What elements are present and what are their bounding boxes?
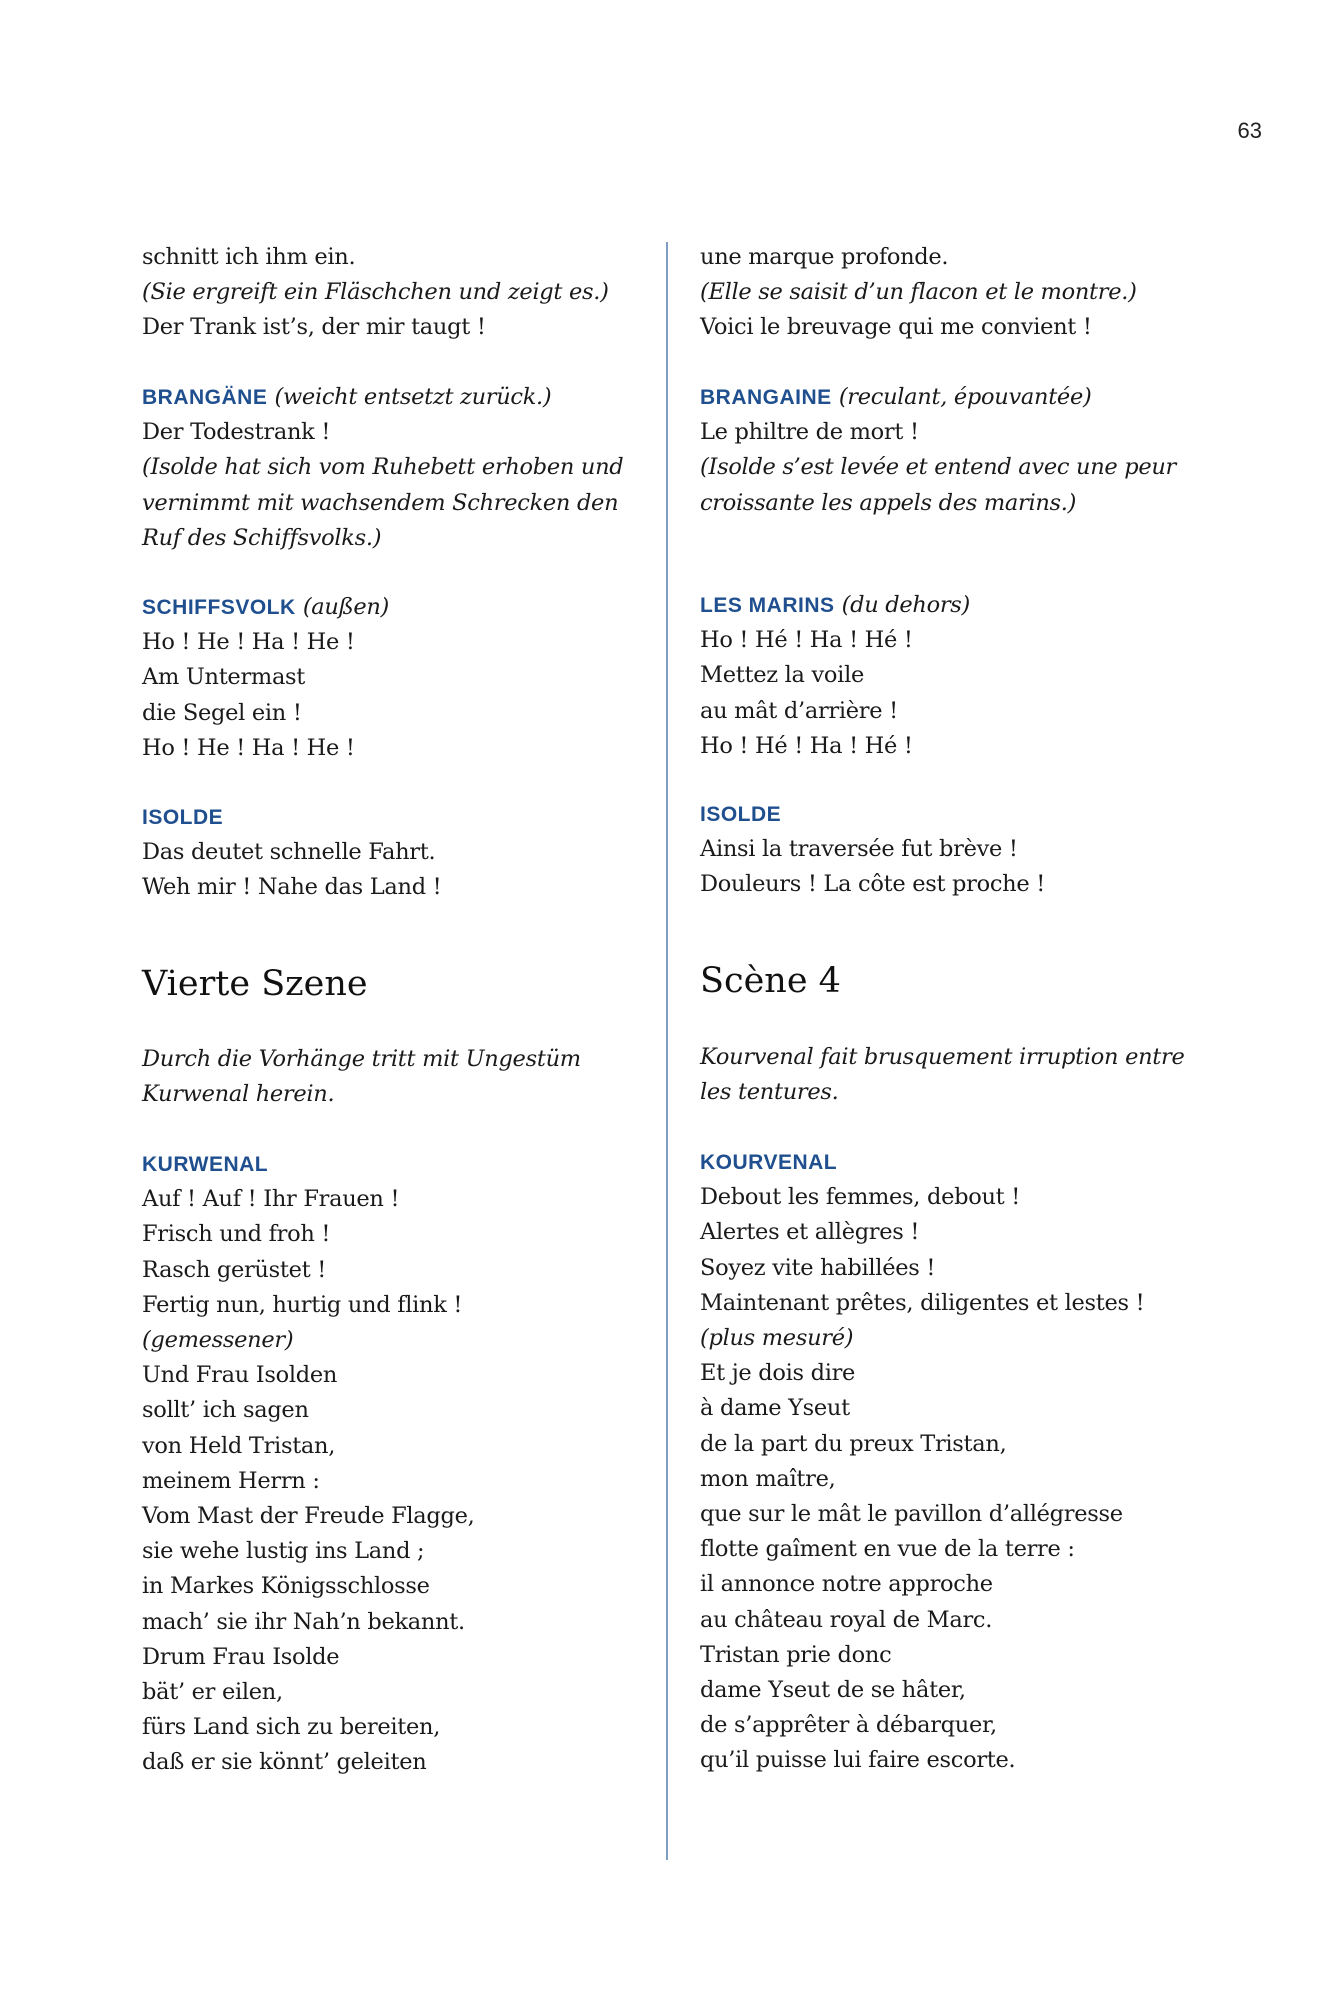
stage-direction-block [700, 1040, 1220, 1110]
verse-line: Weh mir ! Nahe das Land ! [142, 874, 442, 901]
stage-direction: (Sie ergreift ein Fläschchen und zeigt es.) [142, 279, 609, 306]
speaker-heading [700, 797, 1220, 832]
verse-line: Alertes et allègres ! [700, 1219, 920, 1246]
verse-line: au château royal de Marc. [700, 1606, 993, 1633]
verse-line: sollt’ ich sagen [142, 1397, 309, 1424]
speaker-name: BRANGÄNE [142, 386, 268, 409]
stage-direction: Kourvenal fait brusquement irruption entre [700, 1044, 1185, 1070]
verse-line: Ho ! He ! Ha ! He ! [142, 734, 355, 761]
verse-line: meinem Herrn : [142, 1467, 320, 1494]
column-divider [666, 242, 668, 1860]
scene-title: Scène 4 [700, 961, 841, 1001]
stage-direction: croissante les appels des marins.) [700, 489, 1077, 516]
verse-line: Voici le breuvage qui me convient ! [700, 314, 1092, 341]
speaker-heading [700, 1145, 1220, 1180]
scene-heading-block [142, 962, 662, 1006]
verse-block [700, 240, 1220, 346]
speech-block [700, 588, 1220, 764]
speaker-name: ISOLDE [700, 803, 782, 826]
stage-direction-block [142, 1042, 662, 1112]
speaker-name: SCHIFFSVOLK [142, 596, 296, 619]
scene-title: Vierte Szene [142, 964, 368, 1004]
verse-line: dame Yseut de se hâter, [700, 1677, 966, 1704]
verse-line: mach’ sie ihr Nah’n bekannt. [142, 1608, 465, 1635]
verse-line: Le philtre de mort ! [700, 419, 919, 446]
verse-line: fürs Land sich zu bereiten, [142, 1714, 441, 1741]
scene-heading-block [700, 959, 1220, 1003]
stage-direction: vernimmt mit wachsendem Schrecken den [142, 489, 619, 516]
stage-direction: Kurwenal herein. [142, 1081, 335, 1108]
speaker-direction: (weicht entsetzt zurück.) [274, 384, 552, 410]
verse-line: à dame Yseut [700, 1395, 850, 1422]
verse-line: Das deutet schnelle Fahrt. [142, 839, 436, 866]
speaker-heading [700, 588, 1220, 623]
verse-line: Tristan prie donc [700, 1641, 892, 1668]
verse-line: mon maître, [700, 1465, 836, 1492]
speaker-name: ISOLDE [142, 806, 224, 829]
speech-block [700, 380, 1220, 521]
verse-line: Drum Frau Isolde [142, 1643, 340, 1670]
verse-line: Fertig nun, hurtig und flink ! [142, 1291, 463, 1318]
verse-line: in Markes Königsschlosse [142, 1573, 430, 1600]
stage-direction: (Isolde s’est levée et entend avec une peur [700, 454, 1177, 481]
verse-line: bät’ er eilen, [142, 1679, 283, 1706]
verse-line: schnitt ich ihm ein. [142, 244, 356, 270]
verse-line: Ho ! Hé ! Ha ! Hé ! [700, 732, 913, 759]
stage-direction: Durch die Vorhänge tritt mit Ungestüm [142, 1046, 581, 1072]
speaker-heading [700, 380, 1220, 415]
speech-block [142, 1147, 662, 1781]
page-number: 63 [1237, 118, 1262, 143]
verse-line: de s’apprêter à débarquer, [700, 1712, 997, 1739]
verse-line: Ainsi la traversée fut brève ! [700, 836, 1018, 863]
verse-line: daß er sie könnt’ geleiten [142, 1749, 427, 1776]
stage-direction: (plus mesuré) [700, 1325, 854, 1352]
verse-line: von Held Tristan, [142, 1432, 336, 1459]
verse-line: Der Todestrank ! [142, 419, 331, 446]
stage-direction: (Isolde hat sich vom Ruhebett erhoben und [142, 454, 624, 481]
verse-line: Und Frau Isolden [142, 1362, 338, 1389]
speaker-direction: (außen) [302, 594, 390, 620]
verse-block [142, 240, 662, 346]
verse-line: Maintenant prêtes, diligentes et lestes ! [700, 1289, 1145, 1316]
speaker-name: KOURVENAL [700, 1151, 838, 1174]
speaker-name: LES MARINS [700, 594, 835, 617]
verse-line: Mettez la voile [700, 662, 864, 689]
speech-block [700, 1145, 1220, 1779]
verse-line: Auf ! Auf ! Ihr Frauen ! [142, 1186, 400, 1213]
verse-line: une marque profonde. [700, 244, 949, 270]
verse-line: flotte gaîment en vue de la terre : [700, 1536, 1075, 1563]
speaker-direction: (du dehors) [841, 592, 971, 618]
verse-line: Soyez vite habillées ! [700, 1254, 936, 1281]
speaker-direction: (reculant, épouvantée) [838, 384, 1092, 410]
verse-line: il annonce notre approche [700, 1571, 993, 1598]
stage-direction: les tentures. [700, 1079, 839, 1106]
speech-block [142, 590, 662, 766]
verse-line: sie wehe lustig ins Land ; [142, 1538, 425, 1565]
stage-direction: (Elle se saisit d’un flacon et le montre.) [700, 279, 1137, 306]
verse-line: Debout les femmes, debout ! [700, 1184, 1020, 1211]
verse-line: que sur le mât le pavillon d’allégresse [700, 1501, 1123, 1528]
verse-line: Am Untermast [142, 664, 306, 691]
verse-line: de la part du preux Tristan, [700, 1430, 1007, 1457]
speech-block [142, 800, 662, 906]
verse-line: die Segel ein ! [142, 699, 302, 726]
stage-direction: Ruf des Schiffsvolks.) [142, 524, 382, 551]
verse-line: qu’il puisse lui faire escorte. [700, 1747, 1016, 1774]
speaker-heading [142, 1147, 662, 1182]
verse-line: Frisch und froh ! [142, 1221, 331, 1248]
verse-line: Et je dois dire [700, 1360, 856, 1387]
speech-block [142, 380, 662, 556]
verse-line: Rasch gerüstet ! [142, 1256, 326, 1283]
verse-line: Ho ! He ! Ha ! He ! [142, 629, 355, 656]
verse-line: Ho ! Hé ! Ha ! Hé ! [700, 627, 913, 654]
speaker-heading [142, 590, 662, 625]
verse-line: au mât d’arrière ! [700, 697, 898, 724]
stage-direction: (gemessener) [142, 1327, 294, 1354]
speaker-name: KURWENAL [142, 1153, 269, 1176]
speaker-heading [142, 380, 662, 415]
verse-line: Der Trank ist’s, der mir taugt ! [142, 314, 486, 341]
speech-block [700, 797, 1220, 903]
speaker-name: BRANGAINE [700, 386, 832, 409]
speaker-heading [142, 800, 662, 835]
verse-line: Douleurs ! La côte est proche ! [700, 871, 1045, 898]
verse-line: Vom Mast der Freude Flagge, [142, 1503, 475, 1530]
